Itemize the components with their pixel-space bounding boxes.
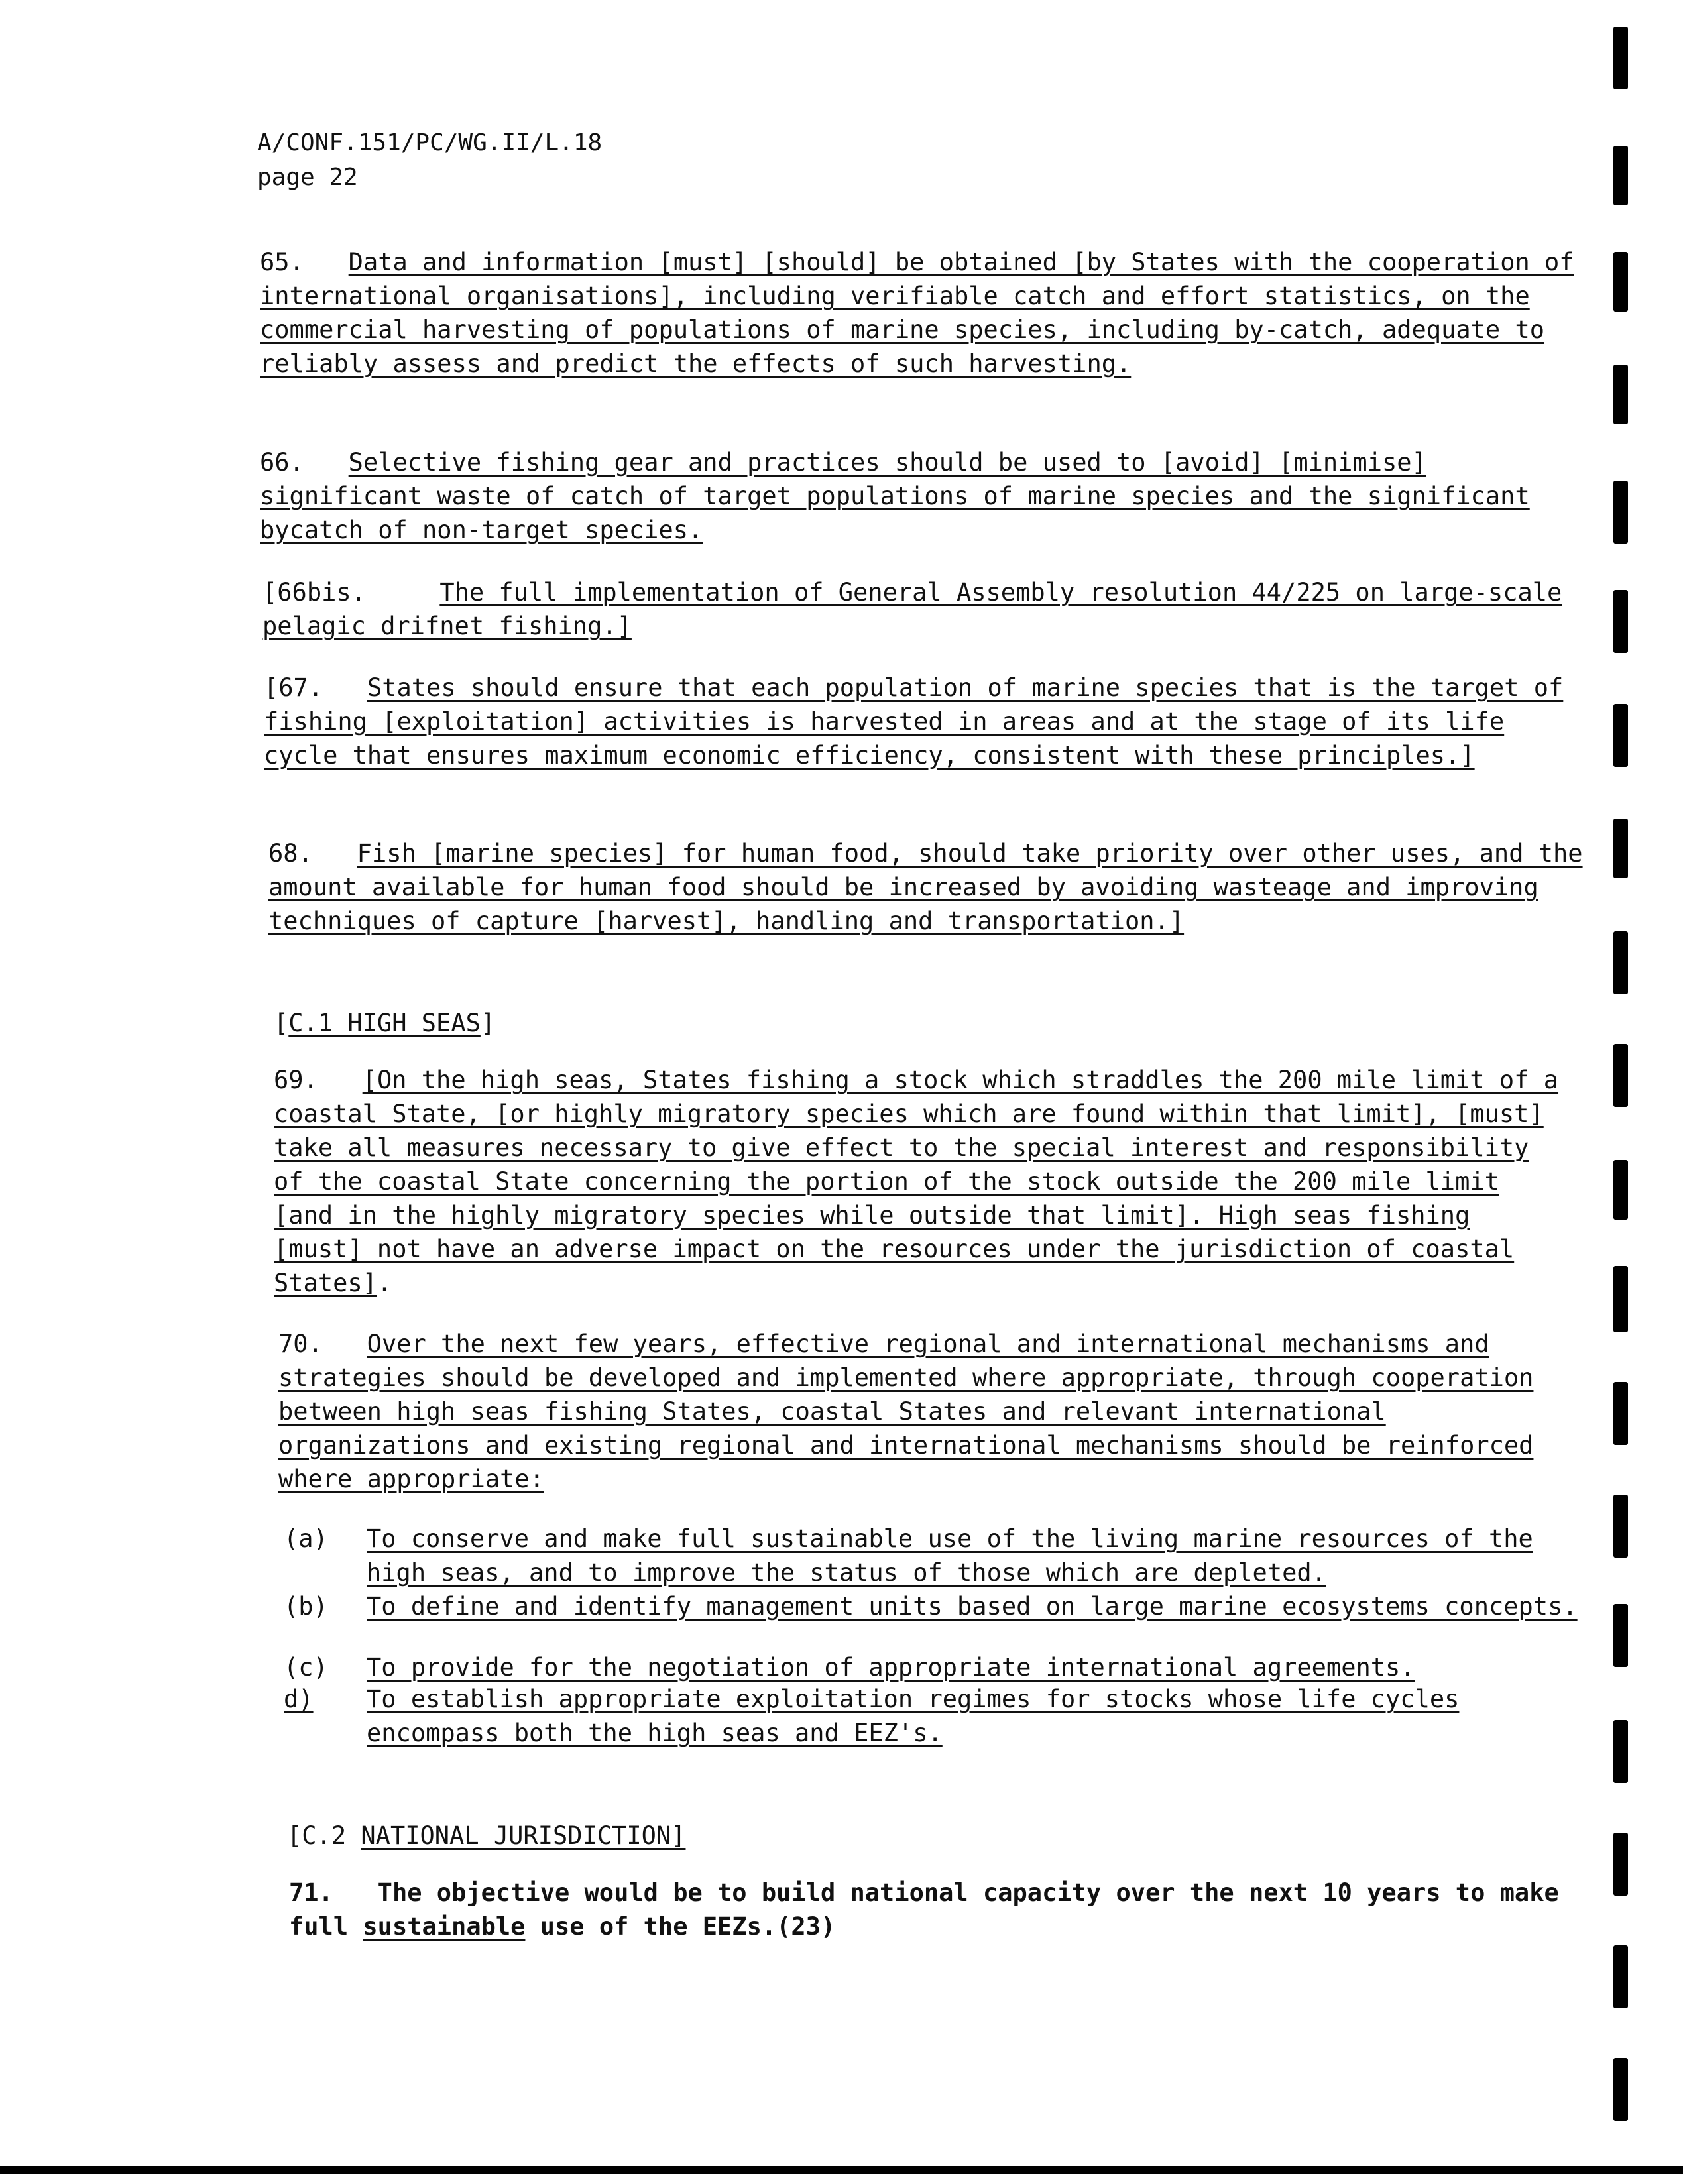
paragraph-number: 66. xyxy=(260,448,304,477)
revision-bar xyxy=(1613,146,1628,205)
paragraph-text: Selective fishing gear and practices should be used to [avoid] [minimise] significant waste of catch of target populations of marine species and the significant bycatch of non-target species. xyxy=(260,448,1530,544)
paragraph-text-underlined: sustainable xyxy=(363,1912,526,1941)
page-header xyxy=(257,126,602,195)
revision-bar xyxy=(1613,819,1628,878)
list-item-a xyxy=(284,1522,1583,1589)
paragraph-number: 65. xyxy=(260,248,304,276)
list-item-text: To establish appropriate exploitation regimes for stocks whose life cycles encompass both the high seas and EEZ's. xyxy=(367,1685,1460,1747)
revision-bar xyxy=(1613,481,1628,544)
paragraph-number: [66bis. xyxy=(262,578,366,606)
revision-bar xyxy=(1613,931,1628,994)
list-item-text: To define and identify management units based on large marine ecosystems concepts. xyxy=(367,1592,1578,1621)
revision-bar xyxy=(1613,590,1628,653)
paragraph-number: 69. xyxy=(274,1066,318,1094)
revision-bar xyxy=(1613,1833,1628,1896)
paragraph-text-start: The objective would be to build national capacity over the next 10 years to make full xyxy=(289,1878,1559,1941)
section-heading-c2 xyxy=(287,1819,884,1853)
heading-text: NATIONAL JURISDICTION] xyxy=(361,1821,686,1850)
paragraph-text: Data and information [must] [should] be obtained [by States with the cooperation of international organisations], including verifiable catch and effort statistics, on the commercial harvesting of populations of marine species, including by-catch, adequate to reliably assess and predict the effects of such harvesting. xyxy=(260,248,1574,378)
document-symbol: A/CONF.151/PC/WG.II/L.18 xyxy=(257,129,603,156)
heading-text: C.1 HIGH SEAS xyxy=(288,1009,481,1037)
list-item-text: To conserve and make full sustainable use of the living marine resources of the high seas, and to improve the status of those which are depleted. xyxy=(367,1524,1533,1587)
list-item-label: d) xyxy=(284,1685,314,1713)
revision-bar xyxy=(1613,1495,1628,1558)
section-heading-c1 xyxy=(274,1006,804,1040)
paragraph-71 xyxy=(289,1876,1582,1943)
revision-bar xyxy=(1613,2058,1628,2121)
paragraph-text: States should ensure that each population of marine species that is the target of fishing [exploitation] activities is harvested in areas and at the stage of its life cycle that ensures maximum economic efficiency, consistent with these principles.] xyxy=(264,673,1564,770)
paragraph-70 xyxy=(278,1327,1571,1496)
revision-bar xyxy=(1613,1382,1628,1445)
page-number: page 22 xyxy=(257,164,358,191)
list-item-label: (b) xyxy=(284,1592,328,1621)
paragraph-text-end: use of the EEZs.(23) xyxy=(525,1912,836,1941)
paragraph-67 xyxy=(264,671,1583,772)
paragraph-number: 68. xyxy=(268,839,313,868)
paragraph-text: The full implementation of General Assembly resolution 44/225 on large-scale pelagic drifnet fishing.] xyxy=(262,578,1562,640)
paragraph-number: 70. xyxy=(278,1330,323,1358)
list-item-label: (c) xyxy=(284,1653,328,1682)
heading-bracket: [C.2 xyxy=(287,1821,361,1850)
paragraph-68 xyxy=(268,836,1588,938)
paragraph-69 xyxy=(274,1063,1563,1300)
revision-bar xyxy=(1613,1720,1628,1783)
revision-bar xyxy=(1613,252,1628,312)
revision-bar xyxy=(1613,1044,1628,1107)
heading-bracket: ] xyxy=(480,1009,496,1037)
paragraph-65 xyxy=(260,245,1579,380)
paragraph-66 xyxy=(260,445,1579,547)
revision-bar xyxy=(1613,27,1628,89)
revision-bar xyxy=(1613,704,1628,767)
paragraph-tail: . xyxy=(377,1269,392,1297)
list-item-b xyxy=(284,1589,1583,1657)
revision-bar xyxy=(1613,1266,1628,1332)
list-item-label: (a) xyxy=(284,1524,328,1553)
paragraph-number: [67. xyxy=(264,673,323,702)
list-item-d xyxy=(284,1682,1583,1750)
paragraph-66bis xyxy=(262,575,1582,643)
paragraph-text: Fish [marine species] for human food, should take priority over other uses, and the amount available for human food should be increased by avoiding wasteage and improving techniques of capture [harvest], handling and transportation.] xyxy=(268,839,1583,935)
heading-bracket: [ xyxy=(274,1009,289,1037)
list-item-text: To provide for the negotiation of appropriate international agreements. xyxy=(367,1653,1415,1682)
bottom-scan-edge xyxy=(0,2166,1683,2174)
list-item-c xyxy=(284,1650,1583,1684)
revision-bar xyxy=(1613,1160,1628,1220)
revision-bar xyxy=(1613,1945,1628,2008)
revision-bar xyxy=(1613,365,1628,424)
revision-bar xyxy=(1613,1604,1628,1667)
paragraph-text: Over the next few years, effective regional and international mechanisms and strategies should be developed and implemented where appropriate, through cooperation between high seas fishing States, coastal States and relevant international organizations and existing regional and international mechanisms should be reinforced where appropriate: xyxy=(278,1330,1534,1493)
paragraph-text: [On the high seas, States fishing a stock which straddles the 200 mile limit of a coastal State, [or highly migratory species which are found within that limit], [must] take all measures necessary to give effect to the special interest and responsibility of the coastal State concerning the portion of the stock outside the 200 mile limit [and in the highly migratory species while outside that limit]. High seas fishing [must] not have an adverse impact on the resources under the jurisdiction of coastal States] xyxy=(274,1066,1559,1297)
paragraph-number: 71. xyxy=(289,1878,333,1907)
